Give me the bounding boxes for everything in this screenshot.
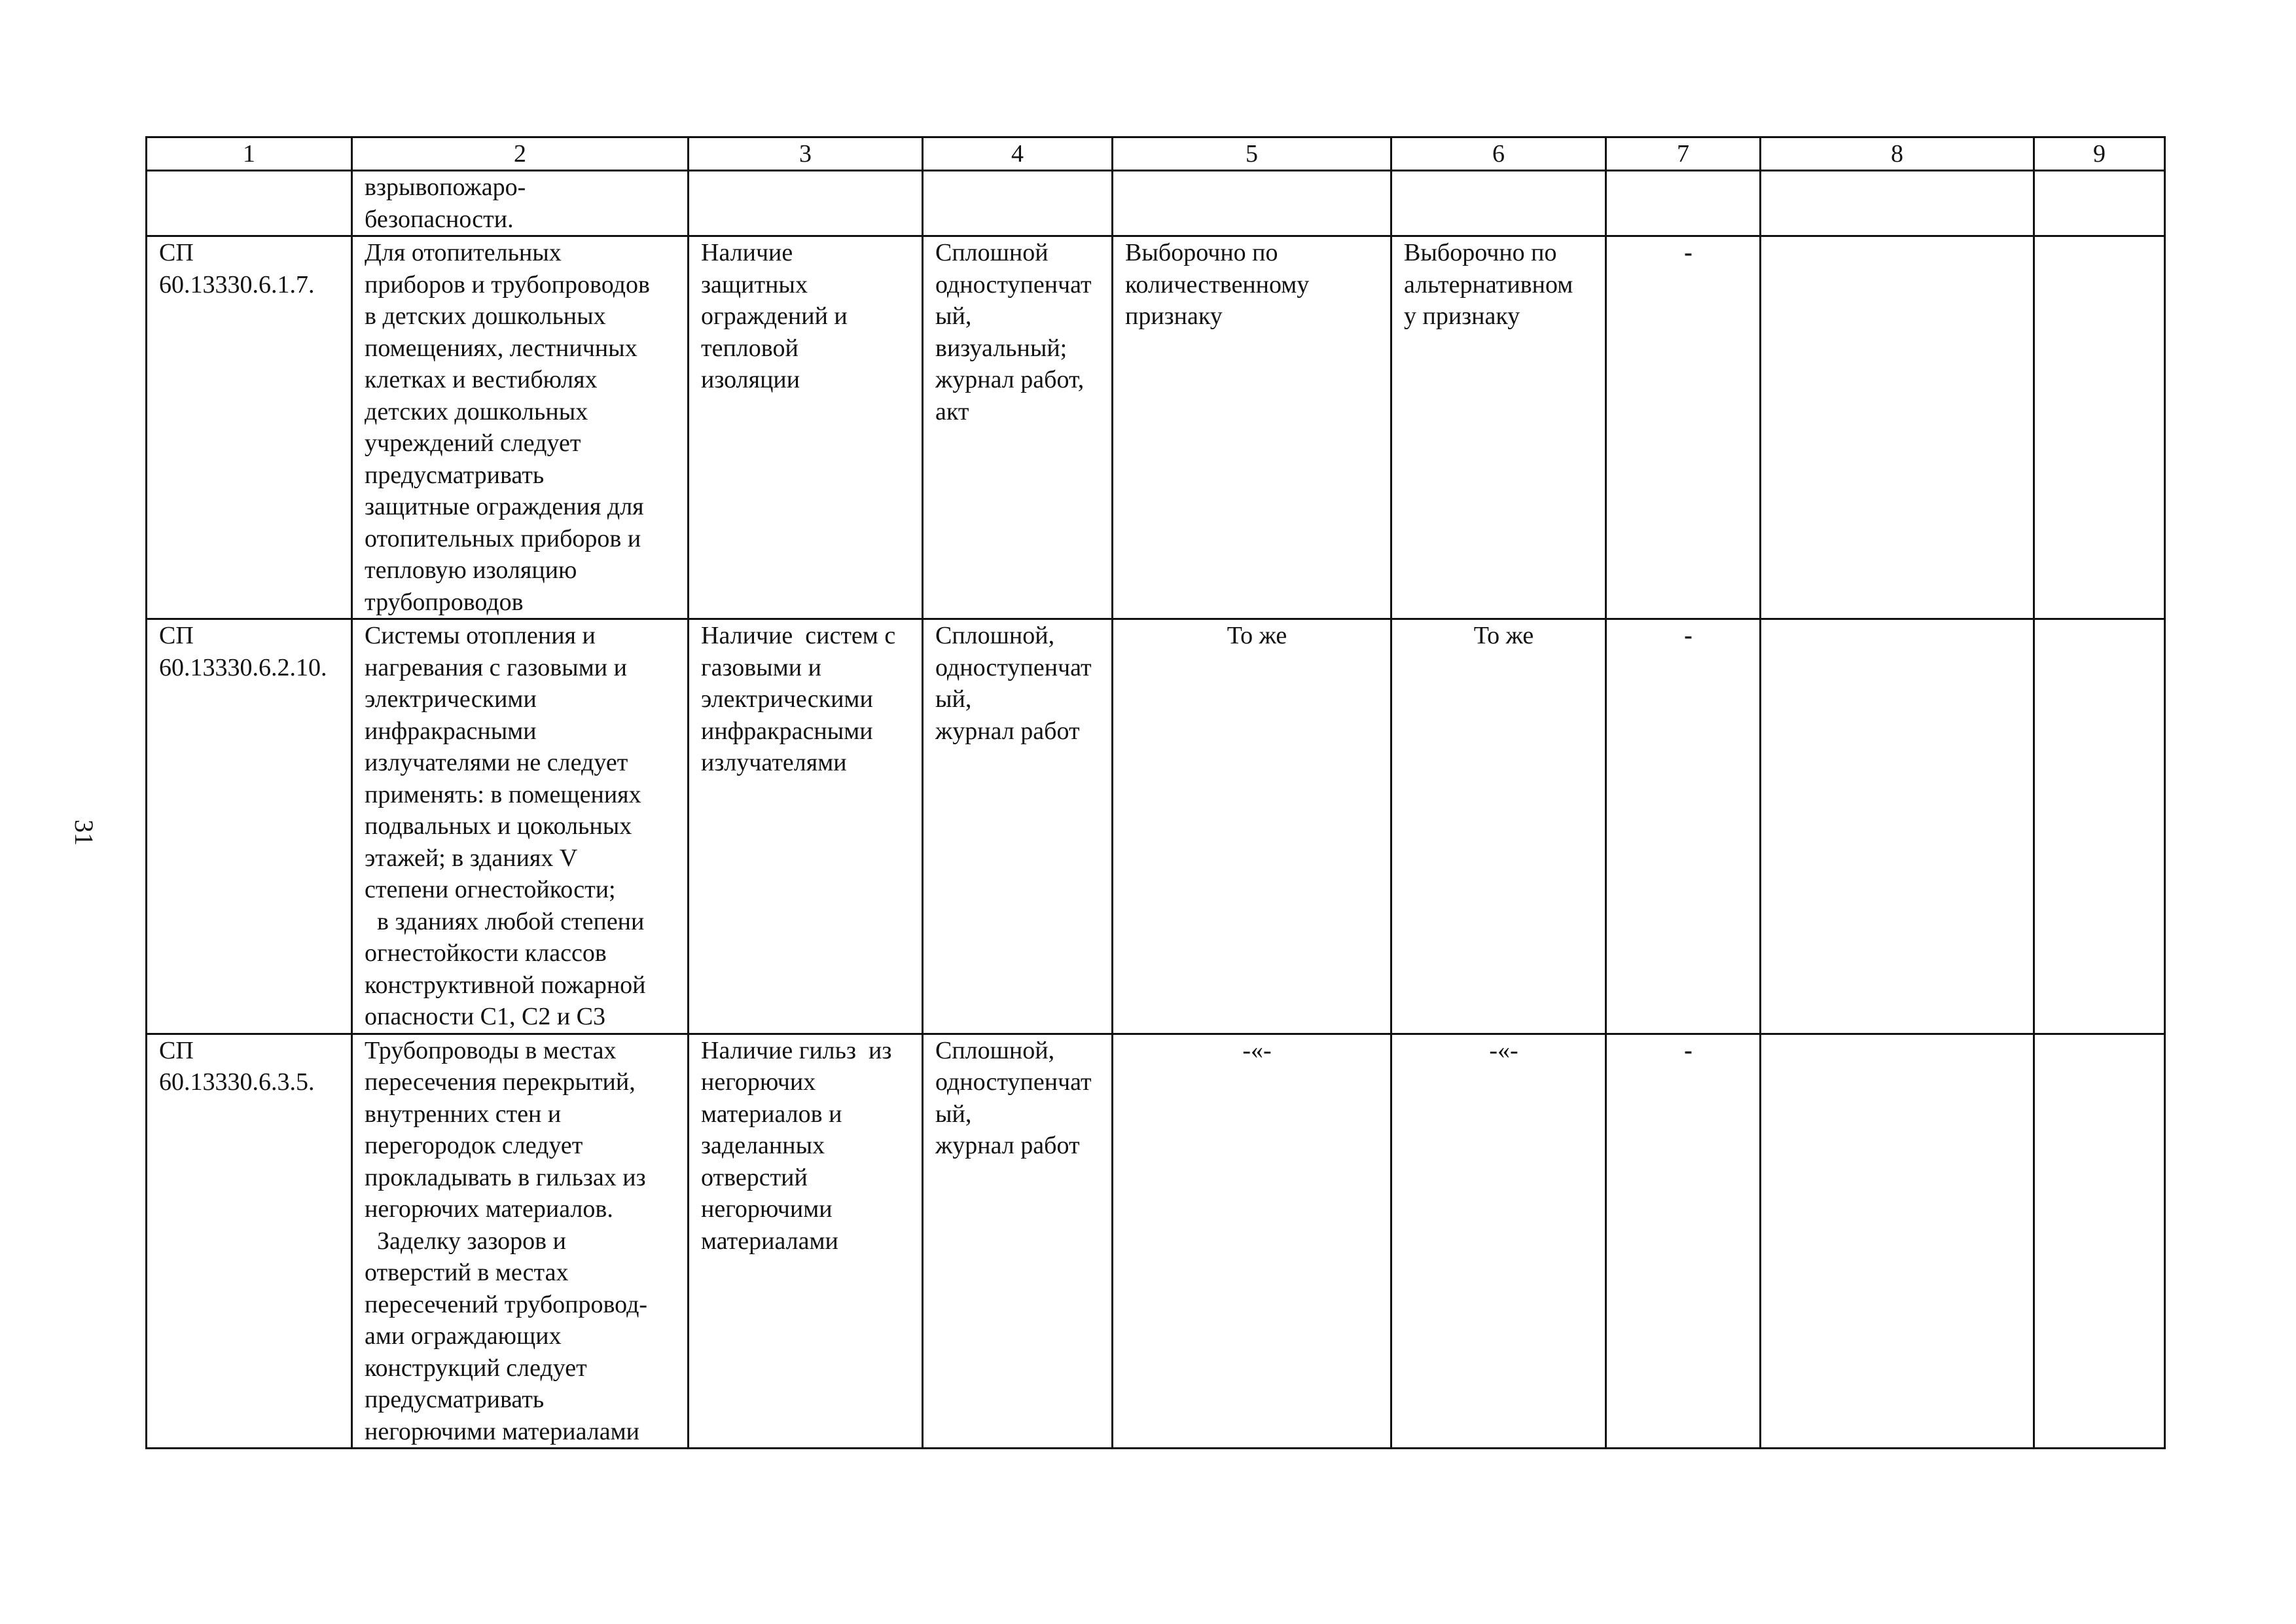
text-line: материалами [701, 1227, 838, 1255]
cell-sampling-2: То же [1391, 619, 1606, 1034]
cell-sampling-2: -«- [1391, 1034, 1606, 1449]
text-line: нагревания с газовыми и [365, 653, 627, 681]
cell-control-object [689, 1034, 923, 1449]
text-line: пересечения перекрытий, [365, 1068, 636, 1096]
requirements-table [145, 136, 2166, 1449]
text-line: предусматривать [365, 1386, 545, 1413]
cell-col7: - [1606, 236, 1761, 619]
cell-requirement [352, 1034, 689, 1449]
text-line: опасности С1, С2 и С3 [365, 1003, 606, 1030]
text-line: количественному [1125, 270, 1310, 298]
cell-sampling-1 [1113, 171, 1391, 236]
cell-reference [147, 619, 352, 1034]
text-line: 60.13330.6.2.10. [159, 653, 327, 681]
text-line: отверстий в местах [365, 1259, 569, 1286]
column-number-7: 7 [1606, 137, 1761, 171]
text-line: негорючими [701, 1195, 833, 1223]
text-line: взрывопожаро- [365, 173, 526, 201]
text-line: безопасности. [365, 205, 514, 233]
text-line: журнал работ, [935, 366, 1085, 393]
text-line: трубопроводов [365, 588, 524, 616]
cell-sampling-1: То же [1113, 619, 1391, 1034]
column-number-4: 4 [923, 137, 1113, 171]
cell-col7 [1606, 171, 1761, 236]
column-number-9: 9 [2034, 137, 2165, 171]
column-number-8: 8 [1761, 137, 2034, 171]
text-line: излучателями не следует [365, 749, 628, 776]
column-number-2: 2 [352, 137, 689, 171]
text-line: у признаку [1404, 302, 1520, 330]
text-line: Наличие [701, 239, 793, 266]
table-header-row [147, 137, 2165, 171]
text-line: излучателями [701, 749, 847, 776]
text-line: прокладывать в гильзах из [365, 1163, 646, 1191]
cell-col9 [2034, 171, 2165, 236]
cell-control-method [923, 619, 1113, 1034]
text-line: одноступенчат [935, 270, 1092, 298]
text-line: степени огнестойкости; [365, 876, 616, 903]
cell-control-object [689, 619, 923, 1034]
text-line: Для отопительных [365, 239, 562, 266]
text-line: Сплошной, [935, 622, 1055, 649]
text-line: материалов и [701, 1100, 842, 1128]
cell-sampling-1 [1113, 236, 1391, 619]
text-line: 60.13330.6.1.7. [159, 270, 315, 298]
cell-requirement [352, 236, 689, 619]
text-line: негорючих материалов. [365, 1195, 613, 1223]
text-line: тепловую изоляцию [365, 556, 577, 584]
text-line: в зданиях любой степени [365, 907, 645, 935]
column-number-3: 3 [689, 137, 923, 171]
cell-col7: - [1606, 1034, 1761, 1449]
text-line: негорючих [701, 1068, 816, 1096]
cell-control-method [923, 171, 1113, 236]
text-line: альтернативном [1404, 270, 1573, 298]
text-line: защитных [701, 270, 808, 298]
cell-reference [147, 236, 352, 619]
text-line: Трубопроводы в местах [365, 1036, 617, 1064]
text-line: заделанных [701, 1132, 825, 1159]
text-line: визуальный; [935, 334, 1067, 362]
text-line: огнестойкости классов [365, 939, 607, 967]
column-number-1: 1 [147, 137, 352, 171]
table-row [147, 1034, 2165, 1449]
text-line: отопительных приборов и [365, 524, 641, 552]
cell-control-method [923, 236, 1113, 619]
text-line: СП [159, 622, 194, 649]
text-line: журнал работ [935, 717, 1080, 745]
cell-requirement [352, 619, 689, 1034]
cell-sampling-2 [1391, 171, 1606, 236]
cell-col9 [2034, 619, 2165, 1034]
text-line: Наличие гильз из [701, 1036, 892, 1064]
column-number-6: 6 [1391, 137, 1606, 171]
cell-col8 [1761, 619, 2034, 1034]
cell-col8 [1761, 236, 2034, 619]
cell-control-method [923, 1034, 1113, 1449]
text-line: подвальных и цокольных [365, 812, 632, 840]
text-line: негорючими материалами [365, 1417, 640, 1445]
text-line: применять: в помещениях [365, 780, 641, 808]
table-row-continuation [147, 171, 2165, 236]
text-line: признаку [1125, 302, 1223, 330]
table-row [147, 236, 2165, 619]
column-number-5: 5 [1113, 137, 1391, 171]
text-line: ограждений и [701, 302, 848, 330]
text-line: пересечений трубопровод- [365, 1290, 648, 1318]
text-line: акт [935, 397, 969, 425]
cell-reference [147, 171, 352, 236]
text-line: Системы отопления и [365, 622, 596, 649]
cell-col8 [1761, 171, 2034, 236]
cell-control-object [689, 236, 923, 619]
text-line: учреждений следует [365, 429, 581, 457]
text-line: Сплошной [935, 239, 1049, 266]
cell-col8 [1761, 1034, 2034, 1449]
text-line: ами ограждающих [365, 1322, 562, 1350]
text-line: конструктивной пожарной [365, 971, 646, 999]
page-number: 31 [69, 820, 99, 846]
cell-sampling-1: -«- [1113, 1034, 1391, 1449]
text-line: помещениях, лестничных [365, 334, 637, 362]
text-line: журнал работ [935, 1132, 1080, 1159]
cell-sampling-2 [1391, 236, 1606, 619]
text-line: Сплошной, [935, 1036, 1055, 1064]
text-line: отверстий [701, 1163, 808, 1191]
cell-reference [147, 1034, 352, 1449]
text-line: электрическими [365, 685, 537, 713]
text-line: Заделку зазоров и [365, 1227, 566, 1255]
cell-requirement [352, 171, 689, 236]
text-line: Выборочно по [1404, 239, 1557, 266]
text-line: СП [159, 1036, 194, 1064]
text-line: детских дошкольных [365, 397, 588, 425]
text-line: Выборочно по [1125, 239, 1278, 266]
text-line: ый, [935, 685, 972, 713]
text-line: тепловой [701, 334, 798, 362]
cell-col7: - [1606, 619, 1761, 1034]
text-line: этажей; в зданиях V [365, 844, 578, 872]
text-line: одноступенчат [935, 1068, 1092, 1096]
text-line: ый, [935, 302, 972, 330]
text-line: одноступенчат [935, 653, 1092, 681]
text-line: клетках и вестибюлях [365, 366, 598, 393]
text-line: 60.13330.6.3.5. [159, 1068, 315, 1096]
table-row [147, 619, 2165, 1034]
text-line: конструкций следует [365, 1354, 587, 1382]
text-line: Наличие систем с [701, 622, 896, 649]
cell-col9 [2034, 236, 2165, 619]
text-line: приборов и трубопроводов [365, 270, 650, 298]
cell-control-object [689, 171, 923, 236]
text-line: электрическими [701, 685, 873, 713]
text-line: перегородок следует [365, 1132, 583, 1159]
text-line: в детских дошкольных [365, 302, 606, 330]
text-line: предусматривать [365, 461, 545, 489]
text-line: газовыми и [701, 653, 821, 681]
text-line: защитные ограждения для [365, 493, 644, 520]
cell-col9 [2034, 1034, 2165, 1449]
text-line: изоляции [701, 366, 800, 393]
text-line: инфракрасными [365, 717, 537, 745]
text-line: СП [159, 239, 194, 266]
text-line: инфракрасными [701, 717, 873, 745]
text-line: ый, [935, 1100, 972, 1128]
text-line: внутренних стен и [365, 1100, 562, 1128]
